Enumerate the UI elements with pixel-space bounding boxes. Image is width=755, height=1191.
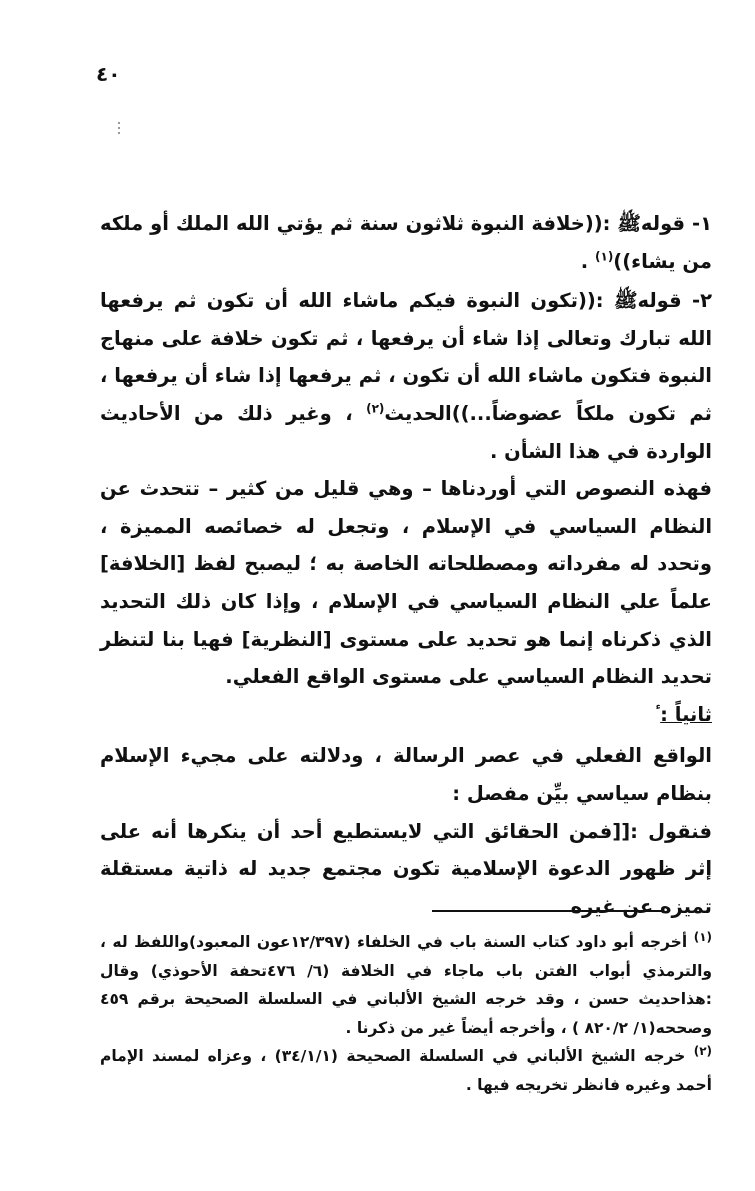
hadith-2-end: ، وغير ذلك من الأحاديث الواردة في هذا الشأن . — [100, 401, 712, 463]
section-heading — [100, 696, 712, 734]
footnote-2-number: (٢) — [693, 1043, 712, 1058]
main-text — [100, 205, 712, 925]
footnote-1-text: أخرجه أبو داود كتاب السنة باب في الخلفاء (١٢/٣٩٧عون المعبود)واللفظ له ، والترمذي أبواب الفتن باب ماجاء في الخلافة (٦/ ٤٧٦تحفة الأحوذي) وقال :هذاحديث حسن ، وقد خرجه الشيخ الألباني في السلسلة الصحيحة برقم ٤٥٩ وصححه(١/ ٨٢٠/٢ ) ، وأخرجه أيضاً غير من ذكرنا . — [100, 933, 713, 1037]
page-number: ٤٠ — [96, 62, 121, 86]
footnote-1 — [100, 928, 712, 1042]
section-heading-text: ثانياً : — [660, 702, 712, 726]
paragraph-discussion: فهذه النصوص التي أوردناها – وهي قليل من كثير – تتحدث عن النظام السياسي في الإسلام ، وتجعل له خصائصه المميزة ، وتحدد له مفرداته ومصطلحاته الخاصة به ؛ ليصبح لفظ [الخلافة] علماً علي النظام السياسي في الإسلام ، وإذا كان ذلك التحديد الذي ذكرناه إنما هو تحديد على مستوى [النظرية] فهيا بنا لتنظر تحديد النظام السياسي على مستوى الواقع الفعلي. — [100, 477, 712, 689]
footnote-1-number: (١) — [693, 929, 712, 944]
paragraph-hadith-1 — [100, 205, 712, 280]
paragraph-hadith-2 — [100, 282, 712, 470]
hadith-2-text: ٢- قولهﷺ :((تكون النبوة فيكم ماشاء الله أن تكون ثم يرفعها الله تبارك وتعالى إذا شاء أن يرفعها ، ثم تكون خلافة على منهاج النبوة فتكون ماشاء الله أن تكون ، ثم يرفعها إذا شاء أن يرفعها ، ثم تكون ملكاً عضوضاً...))الحديث — [100, 289, 713, 425]
footnote-divider — [432, 910, 664, 912]
footnotes — [100, 928, 712, 1099]
hadith-1-end: . — [580, 249, 595, 273]
footnote-ref-2[interactable]: (٢) — [366, 401, 385, 416]
footnote-2 — [100, 1042, 712, 1099]
footnote-ref-1[interactable]: (١) — [595, 249, 614, 264]
footnote-2-text: خرجه الشيخ الألباني في السلسلة الصحيحة (٣٤/١/١) ، وعزاه لمسند الإمام أحمد وغيره فانظر تخريجه فيها . — [100, 1047, 712, 1094]
paragraph-reality: الواقع الفعلي في عصر الرسالة ، ودلالته على مجيء الإسلام بنظام سياسي بيِّن مفصل : — [100, 744, 712, 805]
paragraph-saying: فنقول :[[فمن الحقائق التي لايستطيع أحد أن ينكرها أنه على إثر ظهور الدعوة الإسلامية تكون مجتمع جديد له ذاتية مستقلة تميزه عن غيره — [100, 819, 712, 918]
hadith-1-text: ١- قولهﷺ :((خلافة النبوة ثلاثون سنة ثم يؤتي الله الملك أو ملكه من يشاء)) — [100, 212, 712, 273]
scan-speck — [118, 122, 120, 134]
